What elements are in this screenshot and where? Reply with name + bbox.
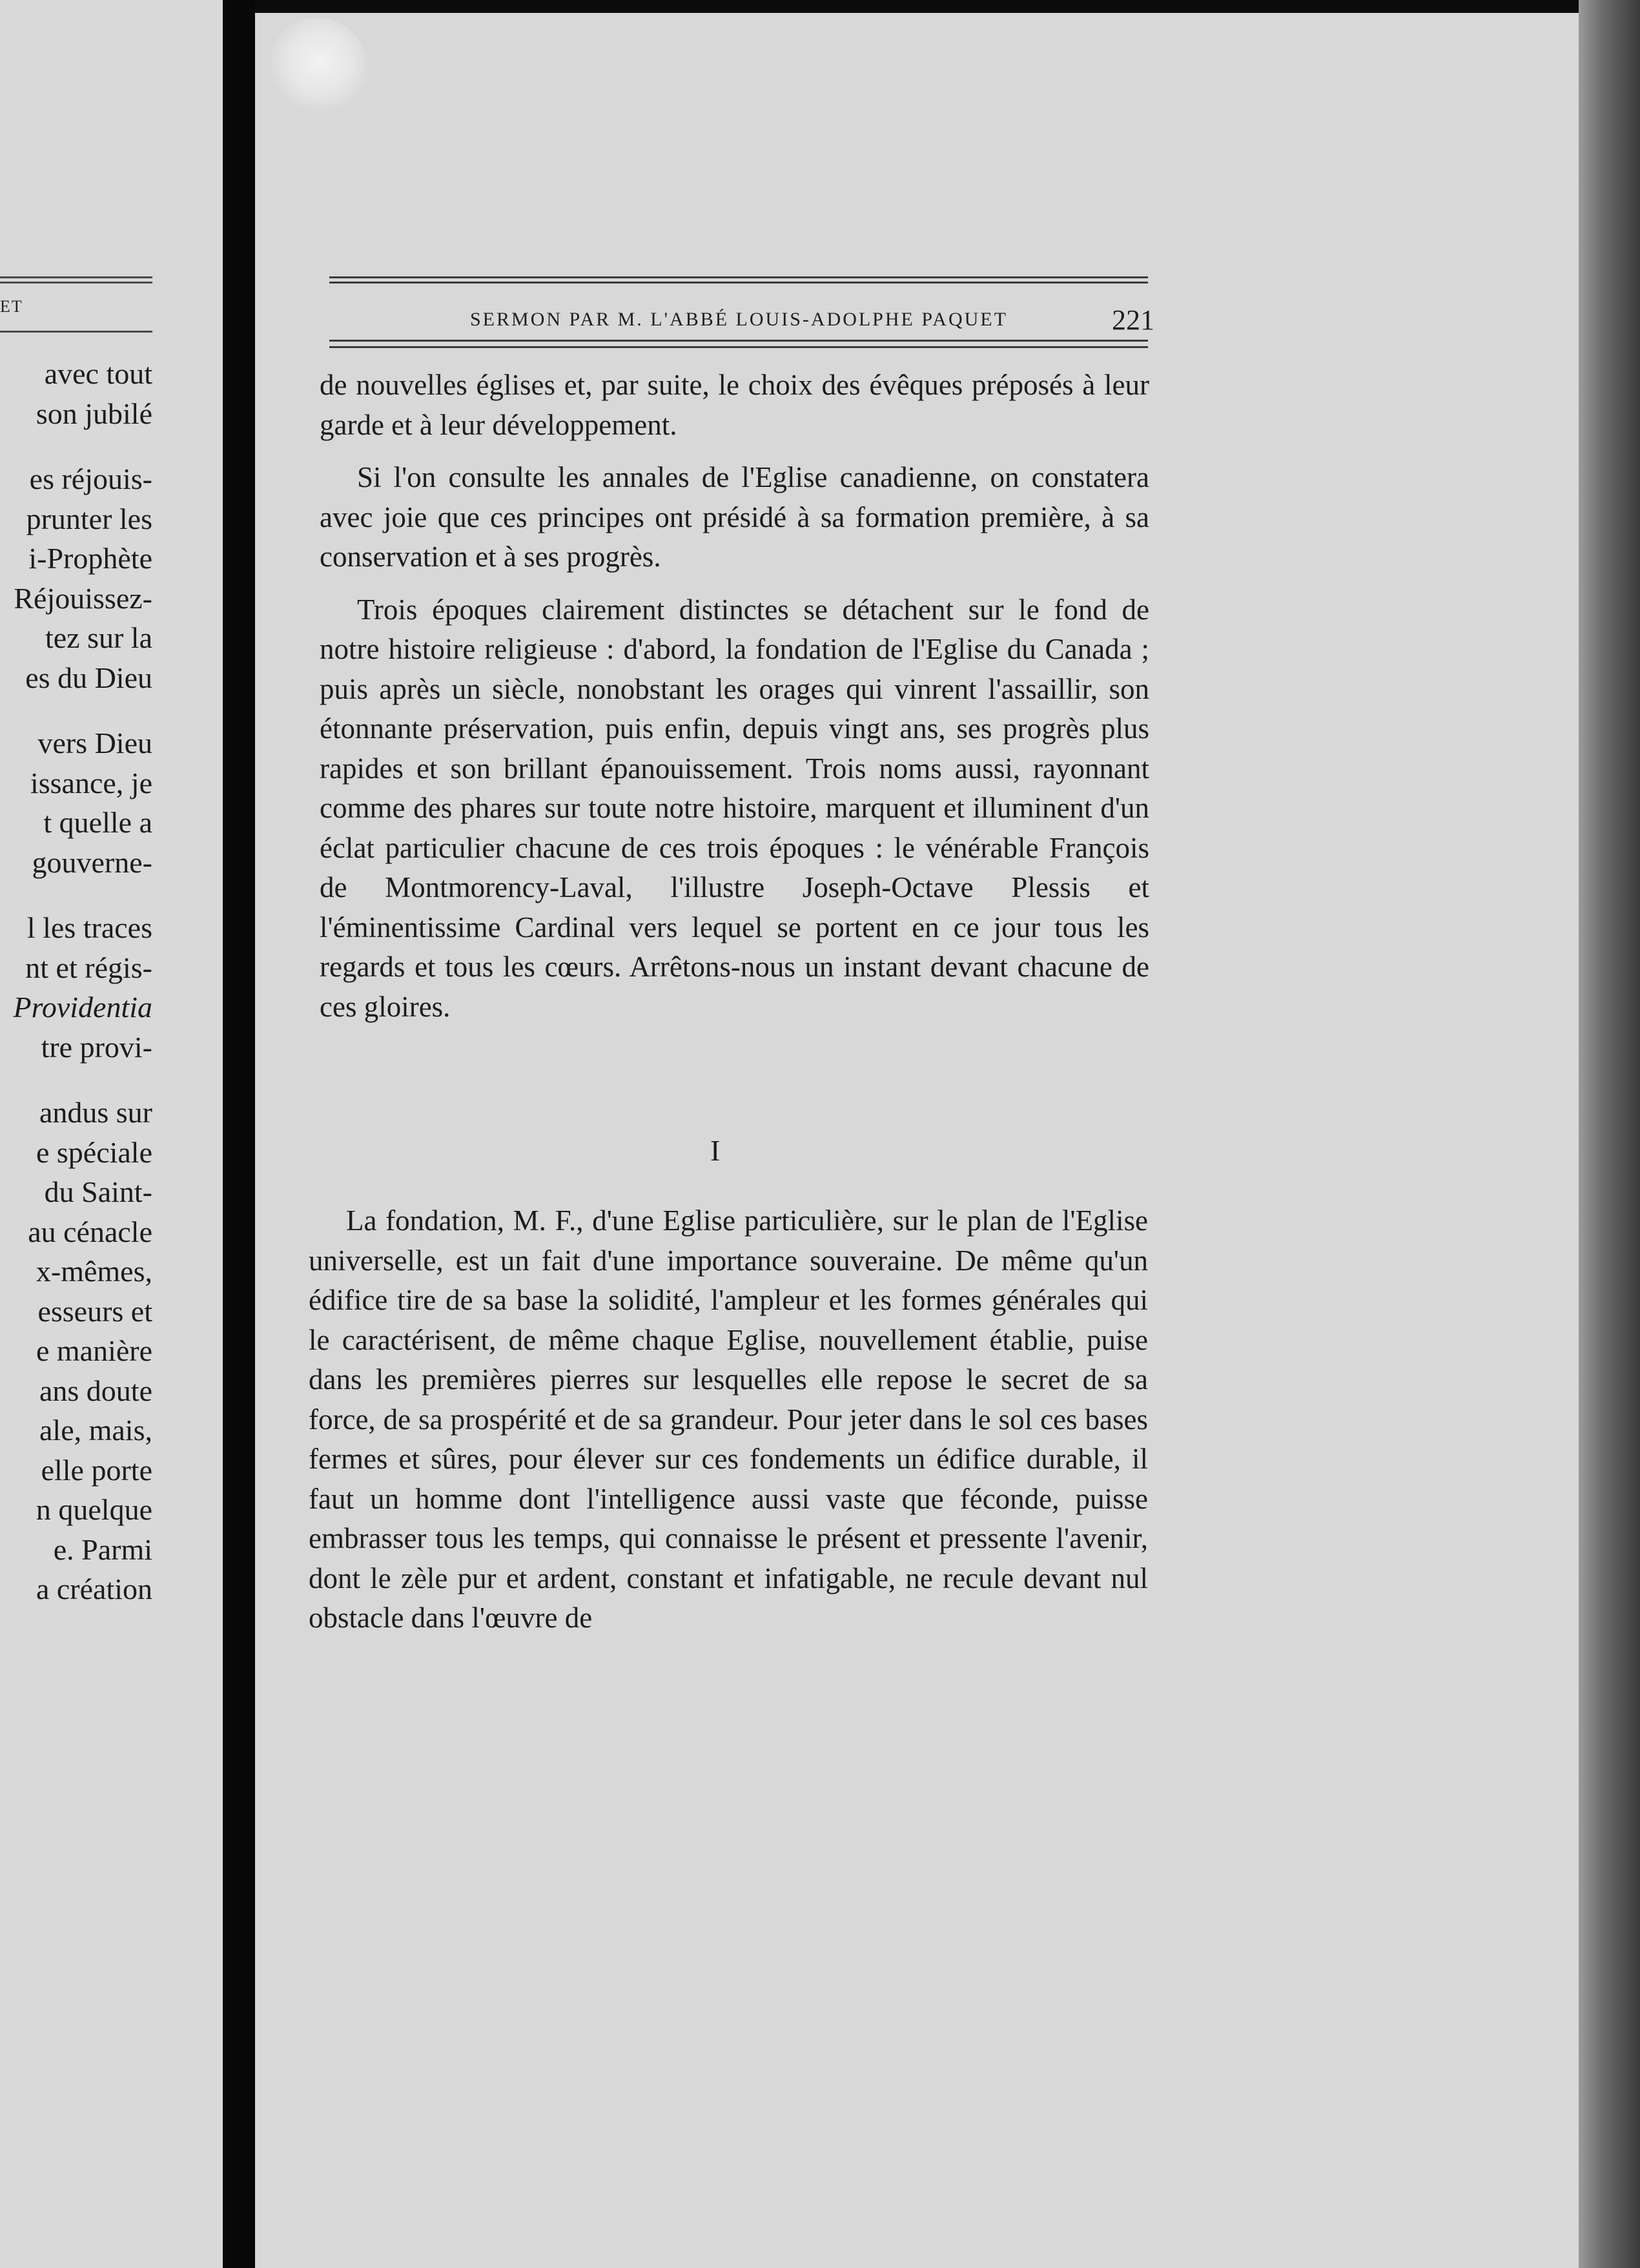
running-head: SERMON PAR M. L'ABBÉ LOUIS-ADOLPHE PAQUET: [470, 309, 1008, 330]
left-line: ale, mais,: [39, 1414, 152, 1447]
left-line: tez sur la: [45, 621, 152, 654]
right-page: [255, 13, 1579, 2268]
section-body-text: [309, 1201, 1148, 1638]
left-line: i-Prophète: [28, 542, 152, 575]
left-line: prunter les: [26, 502, 152, 535]
left-line: issance, je: [30, 766, 152, 799]
left-line: tre provi-: [41, 1030, 152, 1064]
left-line: andus sur: [39, 1096, 152, 1129]
left-line: vers Dieu: [37, 727, 152, 759]
body-text: [320, 366, 1149, 1040]
paragraph: Trois époques clairement distinctes se détachent sur le fond de notre histoire religieuse : d'abord, la fondation de l'Eglise du Canada ; puis après un siècle, nonobstant les orages qui vinrent l'assaillir, son étonnante préservation, puis enfin, depuis vingt ans, ses progrès plus rapides et son brillant épanouissement. Trois noms aussi, rayonnant comme des phares sur toute notre histoire, marquent et illuminent d'un éclat particulier chacune de ces trois époques : le vénérable François de Montmorency-Laval, l'illustre Joseph-Octave Plessis et l'éminentissime Cardinal vers lequel se portent en ce jour tous les regards et tous les cœurs. Arrêtons-nous un instant devant chacune de ces gloires.: [320, 593, 1149, 1023]
section-number: I: [710, 1134, 721, 1167]
left-line-gap: [0, 433, 152, 459]
left-running-head: ET: [0, 297, 23, 316]
left-line: e. Parmi: [53, 1532, 152, 1566]
paragraph: Si l'on consulte les annales de l'Eglise canadienne, on constatera avec joie que ces principes ont présidé à sa formation première, à sa conservation et à ses progrès.: [320, 461, 1149, 573]
header-rule-bottom-1: [329, 340, 1148, 342]
left-line: es du Dieu: [25, 661, 152, 694]
left-line: e manière: [36, 1334, 152, 1367]
left-line: avec tout: [44, 357, 152, 390]
left-line: Réjouissez-: [14, 581, 152, 615]
header-rule-top: [329, 276, 1148, 278]
left-line: gouverne-: [32, 845, 152, 879]
left-header-rule-bottom: [0, 331, 152, 333]
left-line: du Saint-: [44, 1175, 152, 1208]
left-line: a création: [36, 1572, 152, 1605]
left-line-gap: [0, 882, 152, 908]
left-line: t quelle a: [43, 806, 152, 839]
left-line: n quelque: [36, 1493, 152, 1526]
left-header-rule-top: [0, 276, 152, 278]
left-line: e spéciale: [36, 1135, 152, 1169]
left-line: Providentia: [13, 991, 152, 1024]
left-line: son jubilé: [36, 397, 152, 430]
left-line: l les traces: [26, 911, 152, 944]
left-line: x-mêmes,: [36, 1255, 152, 1288]
paragraph: La fondation, M. F., d'une Eglise particulière, sur le plan de l'Eglise universelle, est un fait d'une importance souveraine. De même qu'un édifice tire de sa base la solidité, l'ampleur et les formes générales qui le caractérisent, de même chaque Eglise, nouvellement établie, puise dans les premières pierres sur lesquelles elle repose le secret de sa force, de sa prospérité et de sa grandeur. Pour jeter dans le sol ces bases fermes et sûres, pour élever sur ces fondements un édifice durable, il faut un homme dont l'intelligence aussi vaste que féconde, puisse embrasser tous les temps, qui connaisse le présent et pressente l'avenir, dont le zèle pur et ardent, constant et infatigable, ne recule devant nul obstacle dans l'œuvre de: [309, 1204, 1148, 1634]
left-line: nt et régis-: [25, 951, 152, 984]
left-line-gap: [0, 1067, 152, 1093]
left-line: esseurs et: [37, 1294, 152, 1328]
page-number: 221: [1112, 304, 1154, 336]
book-spine-gutter: [223, 0, 255, 2268]
left-header-rule-mid: [0, 282, 152, 284]
left-page-fragment: [0, 0, 223, 2268]
left-line: elle porte: [41, 1453, 152, 1487]
header-rule-bottom-2: [329, 346, 1148, 348]
header-rule-mid: [329, 282, 1148, 284]
left-line: au cénacle: [28, 1215, 152, 1248]
left-page-lines: [0, 354, 152, 1609]
left-line: es réjouis-: [29, 462, 152, 495]
right-page-edge: [1579, 0, 1640, 2268]
left-line: ans doute: [39, 1374, 152, 1407]
paragraph: de nouvelles églises et, par suite, le choix des évêques préposés à leur garde et à leur développement.: [320, 369, 1149, 441]
left-line-gap: [0, 697, 152, 723]
